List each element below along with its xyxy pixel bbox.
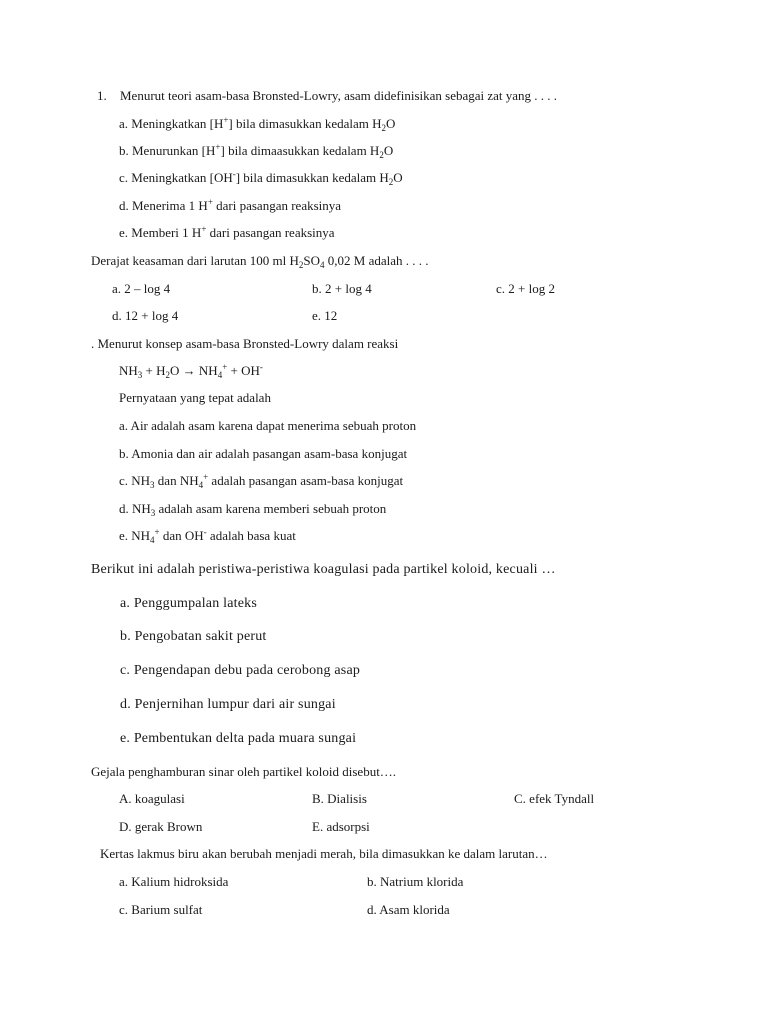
- q1-option-a: a. Meningkatkan [H+] bila dimasukkan kedalam $H_2O$: [119, 115, 396, 133]
- q4-option-d: d. Penjernihan lumpur dari air sungai: [120, 697, 336, 712]
- q2-option-c: c. 2 + log 2: [496, 281, 555, 296]
- q6-option-a: a. Kalium hidroksida: [119, 874, 229, 889]
- q6-option-b: b. Natrium klorida: [367, 874, 464, 889]
- q5-text: Gejala penghamburan sinar oleh partikel koloid disebut….: [91, 764, 397, 779]
- q4-option-b: b. Pengobatan sakit perut: [120, 629, 267, 644]
- q2-option-b: b. 2 + log 4: [312, 281, 372, 296]
- q1-option-d: d. Menerima 1 H+ dari pasangan reaksinya: [119, 197, 342, 213]
- q1-option-c: c. Meningkatkan [OH-] bila dimasukkan kedalam $H_2O$: [119, 169, 403, 187]
- q6-option-d: d. Asam klorida: [367, 902, 450, 917]
- q4-text: Berikut ini adalah peristiwa-peristiwa koagulasi pada partikel koloid, kecuali …: [91, 562, 556, 577]
- q1-option-b: b. Menurunkan [H+] bila dimaasukkan kedalam $H_2O$: [119, 142, 394, 160]
- q1-number: 1.: [97, 88, 107, 103]
- q3-option-a: a. Air adalah asam karena dapat menerima sebuah proton: [119, 418, 417, 433]
- q2-option-a: a. 2 – log 4: [112, 281, 171, 296]
- q6-option-c: c. Barium sulfat: [119, 902, 203, 917]
- q2-text: Derajat keasaman dari larutan 100 ml $H_2SO_4$ 0,02 M adalah . . . .: [91, 253, 429, 270]
- q1-text: Menurut teori asam-basa Bronsted-Lowry, asam didefinisikan sebagai zat yang . . . .: [120, 88, 558, 103]
- q3-reaction: $NH_3 + H_2O \to NH_4^+ + OH^-$: [119, 362, 263, 380]
- q4-option-a: a. Penggumpalan lateks: [120, 596, 257, 611]
- q2-option-e: e. 12: [312, 308, 338, 323]
- q1-option-e: e. Memberi 1 H+ dari pasangan reaksinya: [119, 224, 335, 240]
- q3-option-d: d. $NH_3$ adalah asam karena memberi sebuah proton: [119, 501, 387, 518]
- q3-option-e: e. $NH_4^+$ dan OH- adalah basa kuat: [119, 527, 296, 545]
- q3-option-b: b. Amonia dan air adalah pasangan asam-basa konjugat: [119, 446, 408, 461]
- q5-option-c: C. efek Tyndall: [514, 791, 595, 806]
- q4-option-e: e. Pembentukan delta pada muara sungai: [120, 731, 357, 746]
- q3-stem: Pernyataan yang tepat adalah: [119, 390, 271, 405]
- q3-option-c: c. $NH_3$ dan $NH_4^+$ adalah pasangan asam-basa konjugat: [119, 472, 404, 490]
- q5-option-e: E. adsorpsi: [312, 819, 370, 834]
- q5-option-a: A. koagulasi: [119, 791, 185, 806]
- q3-text: . Menurut konsep asam-basa Bronsted-Lowry dalam reaksi: [91, 336, 399, 351]
- q5-option-d: D. gerak Brown: [119, 819, 203, 834]
- q6-text: Kertas lakmus biru akan berubah menjadi merah, bila dimasukkan ke dalam larutan…: [100, 846, 548, 861]
- q5-option-b: B. Dialisis: [312, 791, 367, 806]
- q2-option-d: d. 12 + log 4: [112, 308, 179, 323]
- q4-option-c: c. Pengendapan debu pada cerobong asap: [120, 663, 361, 678]
